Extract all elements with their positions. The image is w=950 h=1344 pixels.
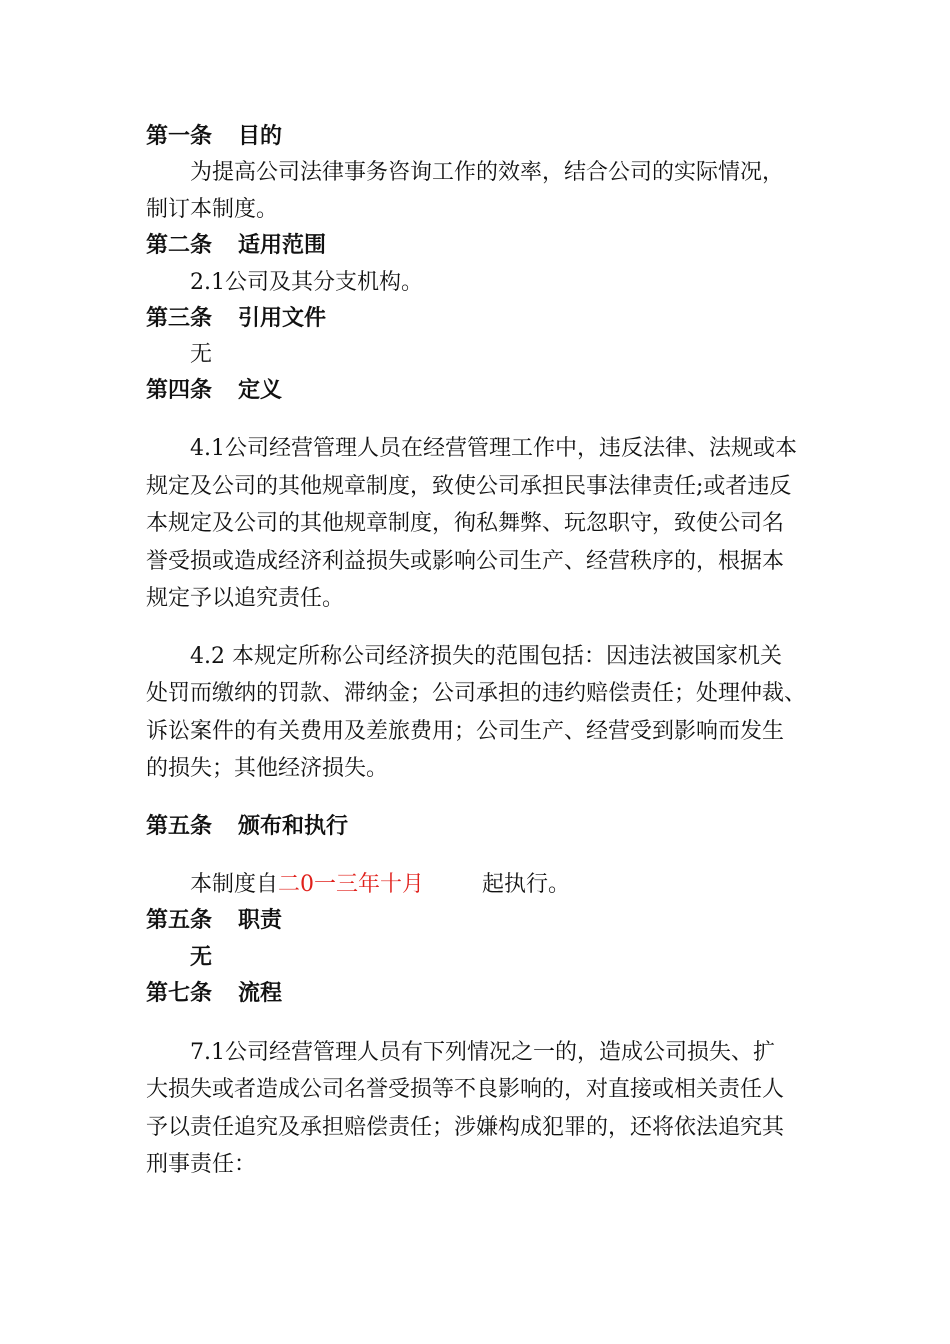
paragraph-line: 诉讼案件的有关费用及差旅费用；公司生产、经营受到影响而发生 xyxy=(146,719,785,744)
paragraph-line: 本规定及公司的其他规章制度，徇私舞弊、玩忽职守，致使公司名 xyxy=(146,511,785,536)
paragraph-line: 4.1公司经营管理人员在经营管理工作中，违反法律、法规或本 xyxy=(190,436,797,461)
article-title: 引用文件 xyxy=(238,306,327,331)
paragraph-line: 誉受损或造成经济利益损失或影响公司生产、经营秩序的，根据本 xyxy=(146,549,785,574)
article-number: 第五条 xyxy=(146,908,213,933)
article-number: 第七条 xyxy=(146,981,213,1006)
effective-date: 二0一三年十月 xyxy=(278,872,425,897)
paragraph-line: 处罚而缴纳的罚款、滞纳金；公司承担的违约赔偿责任；处理仲裁、 xyxy=(146,681,807,706)
article-title: 职责 xyxy=(238,908,283,933)
article-duties-heading xyxy=(146,908,282,934)
article-number: 第五条 xyxy=(146,814,213,839)
article-title: 颁布和执行 xyxy=(238,814,349,839)
article-title: 定义 xyxy=(238,378,283,403)
article-title: 流程 xyxy=(238,981,283,1006)
article-2-heading xyxy=(146,233,326,259)
article-title: 适用范围 xyxy=(238,233,327,258)
paragraph-line: 制订本制度。 xyxy=(146,197,279,222)
paragraph-line: 2.1公司及其分支机构。 xyxy=(190,270,423,295)
paragraph-line: 无 xyxy=(190,945,213,970)
article-3-heading xyxy=(146,306,326,332)
paragraph-line: 的损失；其他经济损失。 xyxy=(146,756,389,781)
paragraph-line: 无 xyxy=(190,342,213,367)
paragraph-line: 大损失或者造成公司名誉受损等不良影响的，对直接或相关责任人 xyxy=(146,1077,785,1102)
paragraph-line: 为提高公司法律事务咨询工作的效率，结合公司的实际情况， xyxy=(190,160,785,185)
article-number: 第四条 xyxy=(146,378,213,403)
article-4-heading xyxy=(146,378,282,404)
article-number: 第三条 xyxy=(146,306,213,331)
effective-prefix: 本制度自 xyxy=(190,872,279,897)
article-title: 目的 xyxy=(238,124,283,149)
effective-date-line xyxy=(190,872,570,898)
article-number: 第二条 xyxy=(146,233,213,258)
effective-suffix: 起执行。 xyxy=(482,872,571,897)
article-1-heading xyxy=(146,124,282,150)
paragraph-line: 规定予以追究责任。 xyxy=(146,586,345,611)
article-5-heading xyxy=(146,814,348,840)
article-7-heading xyxy=(146,981,282,1007)
article-number: 第一条 xyxy=(146,124,213,149)
paragraph-line: 予以责任追究及承担赔偿责任；涉嫌构成犯罪的，还将依法追究其 xyxy=(146,1115,785,1140)
paragraph-line: 规定及公司的其他规章制度，致使公司承担民事法律责任;或者违反 xyxy=(146,474,792,499)
paragraph-line: 4.2 本规定所称公司经济损失的范围包括：因违法被国家机关 xyxy=(190,644,782,669)
paragraph-line: 刑事责任： xyxy=(146,1152,257,1177)
paragraph-line: 7.1公司经营管理人员有下列情况之一的，造成公司损失、扩 xyxy=(190,1040,775,1065)
